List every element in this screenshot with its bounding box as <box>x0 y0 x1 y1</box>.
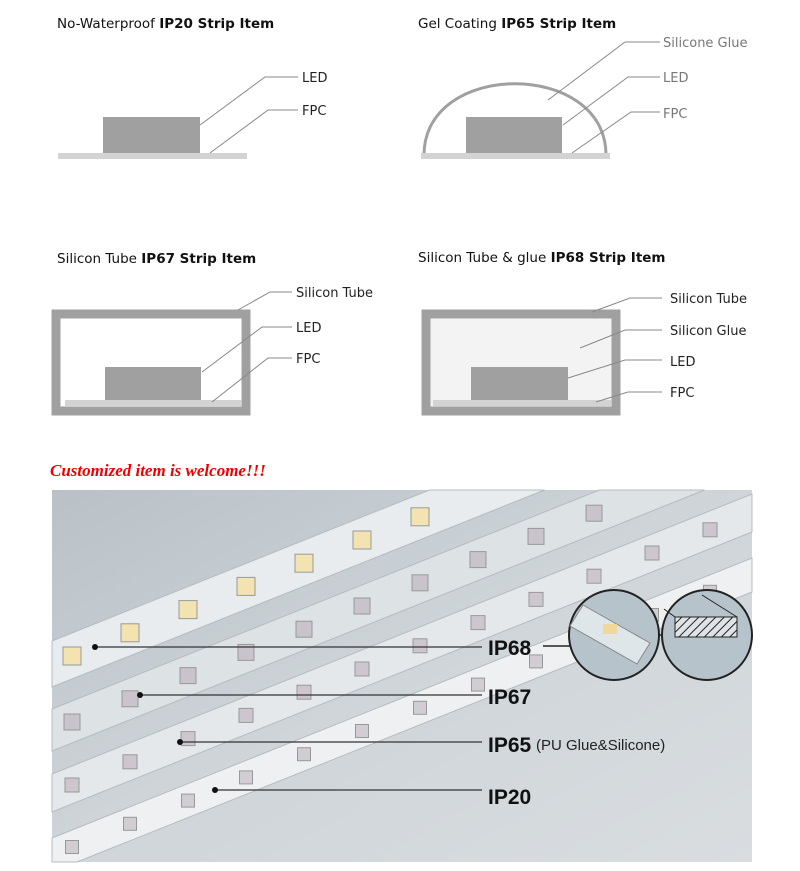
rating-ip65: IP65 <box>488 734 532 757</box>
label-led: LED <box>302 71 328 86</box>
led-shape <box>103 117 200 153</box>
panel-ip65 <box>418 16 747 159</box>
led-chip <box>586 505 602 521</box>
panel-title: Silicon Tube & glue IP68 Strip Item <box>418 250 666 266</box>
led-chip <box>64 714 80 730</box>
led-chip <box>66 841 79 854</box>
fpc-shape <box>58 153 247 159</box>
rating-ip67: IP67 <box>488 686 532 709</box>
led-chip <box>181 732 195 746</box>
led-chip <box>239 708 253 722</box>
led-chip <box>123 755 137 769</box>
led-chip <box>472 678 485 691</box>
customized-banner: Customized item is welcome!!! <box>50 461 266 480</box>
led-chip <box>122 691 138 707</box>
led-shape <box>471 367 568 400</box>
fpc-shape <box>433 400 611 406</box>
label-fpc: FPC <box>670 386 695 401</box>
led-chip <box>121 624 139 642</box>
panel-title: No-Waterproof IP20 Strip Item <box>57 16 275 32</box>
led-chip <box>645 546 659 560</box>
led-chip <box>124 817 137 830</box>
cross-section-hatch <box>675 617 737 637</box>
led-shape <box>466 117 562 153</box>
led-chip <box>182 794 195 807</box>
label-silicon-tube: Silicon Tube <box>670 292 748 307</box>
label-led: LED <box>670 355 696 370</box>
panel-title: Gel Coating IP65 Strip Item <box>418 16 617 32</box>
led-chip <box>413 639 427 653</box>
strip-photo <box>52 490 752 862</box>
fpc-shape <box>65 400 241 406</box>
led-chip <box>353 531 371 549</box>
label-led: LED <box>296 321 322 336</box>
panel-title: Silicon Tube IP67 Strip Item <box>57 251 257 267</box>
led-chip <box>356 725 369 738</box>
led-chip <box>179 601 197 619</box>
label-fpc: FPC <box>663 107 688 122</box>
led-chip <box>530 655 543 668</box>
panel-ip20 <box>57 16 327 159</box>
led-chip <box>297 685 311 699</box>
led-chip <box>65 778 79 792</box>
label-silicon-tube: Silicon Tube <box>296 286 374 301</box>
led-chip <box>298 748 311 761</box>
led-chip <box>470 552 486 568</box>
led-chip <box>411 508 429 526</box>
led-chip <box>237 577 255 595</box>
led-chip <box>412 575 428 591</box>
led-chip <box>180 668 196 684</box>
closeup-led <box>603 624 617 634</box>
label-fpc: FPC <box>296 352 321 367</box>
led-chip <box>296 621 312 637</box>
led-chip <box>414 701 427 714</box>
led-chip <box>528 528 544 544</box>
panel-ip68 <box>418 250 747 411</box>
panel-ip67 <box>56 251 373 411</box>
led-chip <box>587 569 601 583</box>
fpc-shape <box>421 153 610 159</box>
label-led: LED <box>663 71 689 86</box>
led-chip <box>355 662 369 676</box>
label-fpc: FPC <box>302 104 327 119</box>
led-chip <box>240 771 253 784</box>
led-chip <box>354 598 370 614</box>
led-shape <box>105 367 201 400</box>
label-silicon-glue: Silicon Glue <box>670 324 747 339</box>
ip65-note: (PU Glue&Silicone) <box>536 737 666 754</box>
led-chip <box>63 647 81 665</box>
rating-ip68: IP68 <box>488 637 532 660</box>
label-silicone-glue: Silicone Glue <box>663 36 748 51</box>
led-chip <box>529 592 543 606</box>
rating-ip20: IP20 <box>488 786 532 809</box>
led-chip <box>703 523 717 537</box>
led-chip <box>471 616 485 630</box>
led-chip <box>295 554 313 572</box>
